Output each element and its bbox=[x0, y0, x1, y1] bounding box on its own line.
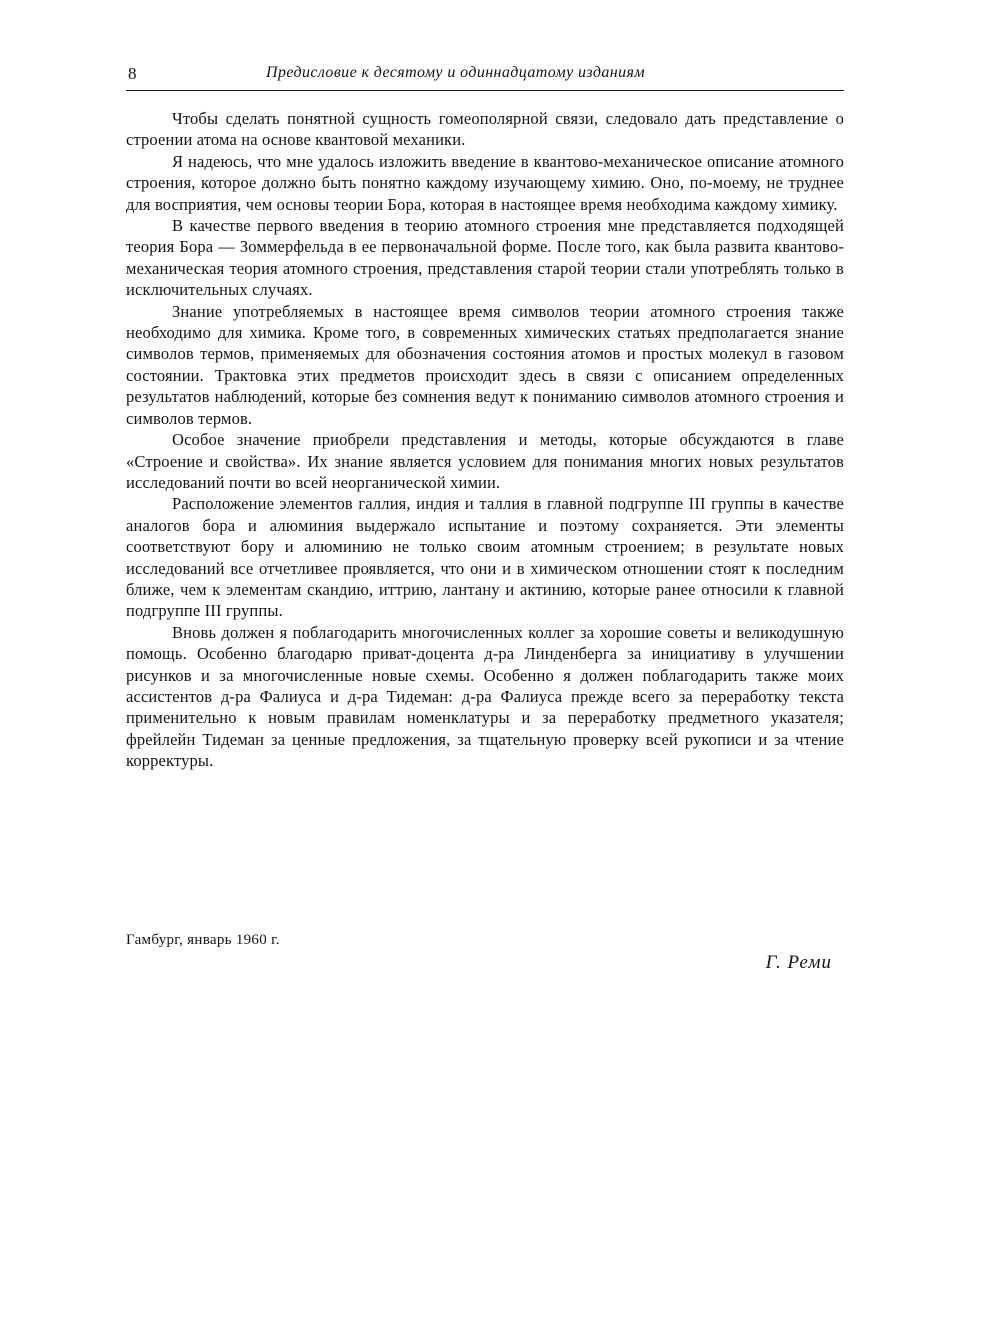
paragraph-4: Знание употребляемых в настоящее время символов теории атомного строения также необходимо для химика. Кроме того, в современных химических статьях предполагается знание символов термов, применяемых для обозначения состояния атомов и простых молекул в газовом состоянии. Трактовка этих предметов происходит здесь в связи с описанием определенных результатов наблюдений, которые без сомнения ведут к пониманию символов атомного строения и символов термов. bbox=[126, 301, 844, 428]
closing-block bbox=[126, 932, 844, 982]
paragraph-5: Особое значение приобрели представления и методы, которые обсуждаются в главе «Строение и свойства». Их знание является условием для понимания многих новых результатов исследований почти во всей неорганической химии. bbox=[126, 430, 844, 492]
page-number: 8 bbox=[128, 64, 137, 83]
paragraph-3: В качестве первого введения в теорию атомного строения мне представляется подходящей теория Бора — Зоммерфельда в ее первоначальной форме. После того, как была развита квантово-механическая теория атомного строения, представления старой теории стали употреблять только в исключительных случаях. bbox=[126, 216, 844, 300]
paragraph-6: Расположение элементов галлия, индия и таллия в главной подгруппе III группы в качестве аналогов бора и алюминия выдержало испытание и поэтому сохраняется. Эти элементы соответствуют бору и алюминию не только своим атомным строением; в результате новых исследований все отчетливее проявляется, что они и в химическом отношении стоят к последним ближе, чем к элементам скандию, иттрию, лантану и актинию, которые ранее относили к главной подгруппе III группы. bbox=[126, 494, 844, 621]
place-and-date: Гамбург, январь 1960 г. bbox=[126, 932, 280, 948]
running-header-title: Предисловие к десятому и одиннадцатому изданиям bbox=[266, 64, 645, 81]
paragraph-7: Вновь должен я поблагодарить многочисленных коллег за хорошие советы и великодушную помощь. Особенно благодарю приват-доцента д-ра Линденберга за инициативу в улучшении рисунков и за многочисленные новые схемы. Особенно я должен поблагодарить также моих ассистентов д-ра Фалиуса и д-ра Тидеман: д-ра Фалиуса прежде всего за переработку текста применительно к новым правилам номенклатуры и за переработку предметного указателя; фрейлейн Тидеман за ценные предложения, за тщательную проверку всей рукописи и за чтение корректуры. bbox=[126, 622, 844, 771]
preface-body bbox=[126, 108, 844, 772]
paragraph-2: Я надеюсь, что мне удалось изложить введение в квантово-механическое описание атомного строения, которое должно быть понятно каждому изучающему химию. Оно, по-моему, не труднее для восприятия, чем основы теории Бора, которая в настоящее время необходима каждому химику. bbox=[126, 151, 844, 214]
running-header bbox=[126, 62, 844, 91]
author-signature: Г. Реми bbox=[765, 952, 832, 973]
paragraph-1: Чтобы сделать понятной сущность гомеополярной связи, следовало дать представление о строении атома на основе квантовой механики. bbox=[126, 109, 844, 150]
